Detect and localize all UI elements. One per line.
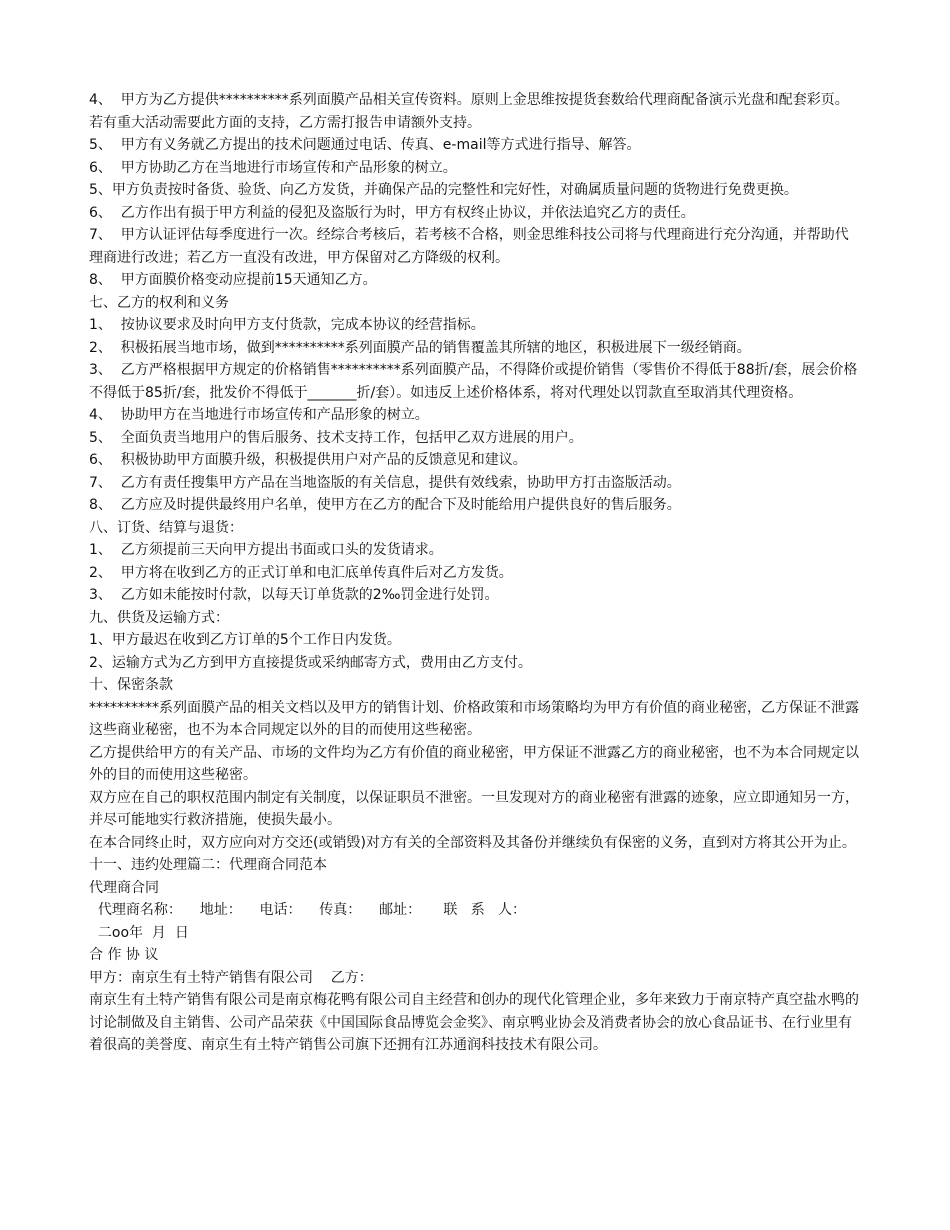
paragraph-22: 乙方提供给甲方的有关产品、市场的文件均为乙方有价值的商业秘密，甲方保证不泄露乙方的商业秘密，也不为本合同规定以外的目的而使用这些秘密。 bbox=[89, 744, 859, 783]
date-line: 二oo年 月 日 bbox=[89, 924, 189, 941]
paragraph-3: 6、 甲方协助乙方在当地进行市场宣传和产品形象的树立。 bbox=[89, 159, 457, 176]
paragraph-19: 1、甲方最迟在收到乙方订单的5个工作日内发货。 bbox=[89, 632, 401, 648]
document-body bbox=[89, 89, 861, 1057]
paragraph-18: 3、 乙方如未能按时付款，以每天订单货款的2‰罚金进行处罚。 bbox=[89, 587, 499, 603]
paragraph-5: 6、 乙方作出有损于甲方利益的侵犯及盗版行为时，甲方有权终止协议，并依法追究乙方的责任。 bbox=[89, 204, 695, 221]
paragraph-21: **********系列面膜产品的相关文档以及甲方的销售计划、价格政策和市场策略均为甲方有价值的商业秘密，乙方保证不泄露这些商业秘密，也不为本合同规定以外的目的而使用这些秘密。 bbox=[89, 699, 859, 738]
parties-line: 甲方：南京生有土特产销售有限公司 乙方： bbox=[89, 969, 373, 986]
section-heading-10: 十、保密条款 bbox=[89, 677, 173, 693]
paragraph-10: 3、 乙方严格根据甲方规定的价格销售**********系列面膜产品，不得降价或提价销售（零售价不得低于88折/套，展会价格不得低于85折/套，批发价不得低于_______折/套）。如违反上述价格体系，将对代理处以罚款直至取消其代理资格。 bbox=[89, 362, 858, 401]
paragraph-16: 1、 乙方须提前三天向甲方提出书面或口头的发货请求。 bbox=[89, 542, 443, 558]
paragraph-23: 双方应在自己的职权范围内制定有关制度，以保证职员不泄密。一旦发现对方的商业秘密有泄露的迹象，应立即通知另一方，并尽可能地实行救济措施，使损失最小。 bbox=[89, 789, 859, 828]
paragraph-4: 5、甲方负责按时备货、验货、向乙方发货，并确保产品的完整性和完好性，对确属质量问题的货物进行免费更换。 bbox=[89, 182, 798, 198]
company-intro: 南京生有土特产销售有限公司是南京梅花鸭有限公司自主经营和创办的现代化管理企业，多年来致力于南京特产真空盐水鸭的讨论制做及自主销售、公司产品荣获《中国国际食品博览会金奖》、南京鸭业协会及消费者协会的放心食品证书、在行业里有着很高的美誉度、南京生有土特产销售公司旗下还拥有江苏通润科技技术有限公司。 bbox=[89, 992, 859, 1053]
paragraph-11: 4、 协助甲方在当地进行市场宣传和产品形象的树立。 bbox=[89, 407, 429, 423]
paragraph-24: 在本合同终止时，双方应向对方交还(或销毁)对方有关的全部资料及其备份并继续负有保密的义务，直到对方将其公开为止。 bbox=[89, 834, 856, 851]
paragraph-7: 8、 甲方面膜价格变动应提前15天通知乙方。 bbox=[89, 272, 377, 288]
paragraph-14: 7、 乙方有责任搜集甲方产品在当地盗版的有关信息，提供有效线索，协助甲方打击盗版活动。 bbox=[89, 474, 681, 491]
section-heading-11: 十一、违约处理篇二：代理商合同范本 bbox=[89, 857, 327, 873]
paragraph-17: 2、 甲方将在收到乙方的正式订单和电汇底单传真件后对乙方发货。 bbox=[89, 564, 513, 581]
agreement-title: 合 作 协 议 bbox=[89, 947, 159, 963]
paragraph-12: 5、 全面负责当地用户的售后服务、技术支持工作，包括甲乙双方进展的用户。 bbox=[89, 429, 583, 446]
section-heading-9: 九、供货及运输方式： bbox=[89, 609, 229, 626]
paragraph-6: 7、 甲方认证评估每季度进行一次。经综合考核后，若考核不合格，则金思维科技公司将与代理商进行充分沟通，并帮助代理商进行改进；若乙方一直没有改进，甲方保留对乙方降级的权利。 bbox=[89, 227, 849, 266]
paragraph-2: 5、 甲方有义务就乙方提出的技术问题通过电话、传真、e-mail等方式进行指导、解答。 bbox=[89, 137, 641, 153]
paragraph-9: 2、 积极拓展当地市场，做到**********系列面膜产品的销售覆盖其所辖的地区，积极进展下一级经销商。 bbox=[89, 339, 751, 356]
agent-info-line: 代理商名称： 地址： 电话： 传真： 邮址： 联 系 人： bbox=[89, 902, 527, 918]
paragraph-15: 8、 乙方应及时提供最终用户名单，使甲方在乙方的配合下及时能给用户提供良好的售后服务。 bbox=[89, 497, 681, 513]
section-heading-7: 七、乙方的权利和义务 bbox=[89, 294, 229, 311]
section-heading-8: 八、订货、结算与退货： bbox=[89, 519, 243, 536]
paragraph-13: 6、 积极协助甲方面膜升级，积极提供用户对产品的反馈意见和建议。 bbox=[89, 452, 527, 468]
paragraph-8: 1、 按协议要求及时向甲方支付货款，完成本协议的经营指标。 bbox=[89, 317, 485, 333]
paragraph-1: 4、 甲方为乙方提供**********系列面膜产品相关宣传资料。原则上金思维按提货套数给代理商配备演示光盘和配套彩页。若有重大活动需要此方面的支持，乙方需打报告申请额外支持。 bbox=[89, 92, 849, 131]
contract-title: 代理商合同 bbox=[89, 879, 159, 896]
paragraph-20: 2、运输方式为乙方到甲方直接提货或采纳邮寄方式，费用由乙方支付。 bbox=[89, 654, 532, 671]
